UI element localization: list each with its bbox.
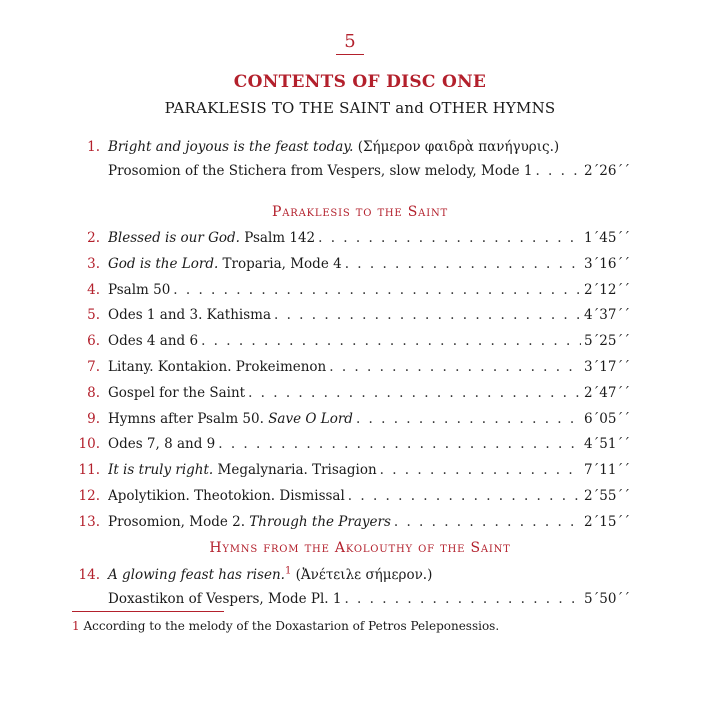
track-duration: 5΄50΄΄ — [583, 591, 630, 607]
footnote-rule — [72, 611, 224, 612]
track-entry — [108, 484, 630, 508]
track-number: 4. — [87, 281, 100, 298]
track-number: 9. — [87, 410, 100, 427]
track-number: 8. — [87, 384, 100, 401]
track-title — [108, 226, 315, 250]
track-subtitle: Doxastikon of Vespers, Mode Pl. 1 — [108, 591, 342, 607]
track-title-text: Odes 4 and 6 — [108, 333, 199, 350]
track-row — [0, 458, 720, 482]
track-duration: 1΄45΄΄ — [583, 230, 630, 246]
track-duration: 4΄37΄΄ — [583, 307, 630, 324]
track-description — [108, 587, 630, 611]
track-title-italic: God is the Lord. — [108, 255, 219, 272]
track-title-text: Psalm 142 — [239, 230, 316, 246]
page-number-rule — [336, 54, 364, 55]
footnote-text: According to the melody of the Doxastarion of Petros Peleponessios. — [83, 619, 500, 633]
track-title-text: Odes 7, 8 and 9 — [108, 436, 216, 453]
track-duration: 7΄11΄΄ — [583, 462, 630, 479]
track-title-text: Apolytikion. Theotokion. Dismissal — [108, 488, 345, 504]
track-title — [108, 135, 648, 159]
track-number: 13. — [78, 513, 100, 530]
track-title-text: Psalm 50 — [108, 281, 171, 298]
track-title-text: Hymns after Psalm 50. — [108, 410, 269, 427]
track-duration: 2΄55΄΄ — [583, 488, 630, 504]
page-subtitle: PARAKLESIS TO THE SAINT and OTHER HYMNS — [164, 99, 556, 117]
track-row — [0, 278, 720, 302]
track-duration: 5΄25΄΄ — [583, 333, 630, 350]
dot-leader — [380, 458, 581, 482]
track-number: 6. — [87, 333, 100, 350]
track-title — [108, 458, 377, 482]
track-number: 7. — [87, 359, 100, 375]
track-number: 10. — [78, 436, 100, 453]
track-duration: 2΄26΄΄ — [583, 163, 630, 179]
track-entry — [108, 510, 630, 534]
track-entry — [108, 432, 630, 456]
track-number: 11. — [78, 462, 100, 479]
track-row — [0, 355, 720, 379]
track-entry — [108, 355, 630, 379]
track-number: 3. — [87, 255, 100, 272]
track-title — [108, 407, 353, 431]
track-row — [0, 226, 720, 250]
track-row — [0, 510, 720, 534]
track-duration: 2΄12΄΄ — [583, 281, 630, 298]
track-entry — [108, 329, 630, 353]
track-number: 1. — [87, 139, 100, 155]
track-title — [108, 510, 391, 534]
dot-leader — [535, 159, 581, 183]
track-title-italic: Save O Lord — [268, 410, 353, 427]
footnote-mark: 1 — [72, 619, 80, 633]
dot-leader — [344, 587, 581, 611]
section-heading-paraklesis: Paraklesis to the Saint — [272, 204, 448, 220]
track-title-italic: Blessed is our God. — [108, 230, 240, 246]
track-duration: 2΄15΄΄ — [583, 513, 630, 530]
track-duration: 2΄47΄΄ — [583, 384, 630, 401]
track-title — [108, 303, 271, 327]
track-title-italic: Bright and joyous is the feast today. — [108, 139, 354, 155]
page-title: CONTENTS OF DISC ONE — [233, 72, 487, 92]
track-duration: 6΄05΄΄ — [583, 410, 630, 427]
dot-leader — [173, 278, 581, 302]
dot-leader — [329, 355, 581, 379]
track-title — [108, 484, 345, 508]
track-entry — [108, 407, 630, 431]
dot-leader — [318, 226, 581, 250]
track-description — [108, 159, 630, 183]
section-heading-hymns: Hymns from the Akolouthy of the Saint — [209, 540, 511, 556]
dot-leader — [348, 484, 581, 508]
dot-leader — [248, 381, 581, 405]
track-entry — [108, 252, 630, 276]
track-title — [108, 278, 170, 302]
track-title-text: Megalynaria. Trisagion — [213, 462, 377, 479]
track-duration: 3΄17΄΄ — [583, 359, 630, 375]
track-duration: 3΄16΄΄ — [583, 255, 630, 272]
track-title — [108, 252, 342, 276]
track-title-italic: Through the Prayers — [249, 513, 391, 530]
track-title-italic: A glowing feast has risen. — [108, 567, 285, 583]
track-14-line-2 — [0, 587, 720, 611]
track-entry — [108, 303, 630, 327]
track-row — [0, 329, 720, 353]
track-title-text: Odes 1 and 3. Kathisma — [108, 307, 271, 324]
dot-leader — [274, 303, 581, 327]
track-duration: 4΄51΄΄ — [583, 436, 630, 453]
track-title — [108, 355, 326, 379]
track-greek-title: (Ἀνέτειλε σήμερον.) — [295, 567, 433, 583]
dot-leader — [356, 407, 581, 431]
dot-leader — [345, 252, 581, 276]
track-greek-title: (Σήμερον φαιδρὰ πανήγυρις.) — [357, 139, 560, 155]
track-title-text: Litany. Kontakion. Prokeimenon — [108, 359, 327, 375]
track-row — [0, 407, 720, 431]
dot-leader — [201, 329, 581, 353]
track-number: 14. — [78, 567, 100, 583]
track-title-text: Troparia, Mode 4 — [218, 255, 342, 272]
track-title — [108, 329, 198, 353]
track-title — [108, 563, 648, 587]
track-entry — [108, 458, 630, 482]
track-title — [108, 381, 245, 405]
track-entry — [108, 381, 630, 405]
track-title — [108, 432, 215, 456]
track-entry — [108, 278, 630, 302]
dot-leader — [218, 432, 581, 456]
track-row — [0, 484, 720, 508]
track-row — [0, 381, 720, 405]
track-title-text: Gospel for the Saint — [108, 384, 246, 401]
dot-leader — [394, 510, 581, 534]
track-entry — [108, 226, 630, 250]
track-row — [0, 303, 720, 327]
track-subtitle: Prosomion of the Stichera from Vespers, slow melody, Mode 1 — [108, 163, 533, 179]
track-title-text: Prosomion, Mode 2. — [108, 513, 250, 530]
track-number: 2. — [87, 230, 100, 246]
track-1-line-2 — [0, 159, 720, 183]
track-row — [0, 432, 720, 456]
track-1-line-1 — [0, 135, 720, 159]
track-title-italic: It is truly right. — [108, 462, 214, 479]
track-number: 12. — [78, 488, 100, 504]
page-number: 5 — [344, 31, 356, 52]
track-number: 5. — [87, 307, 100, 324]
track-row — [0, 252, 720, 276]
footnote — [72, 617, 499, 635]
footnote-reference[interactable]: 1 — [284, 565, 292, 577]
track-14-line-1 — [0, 563, 720, 587]
